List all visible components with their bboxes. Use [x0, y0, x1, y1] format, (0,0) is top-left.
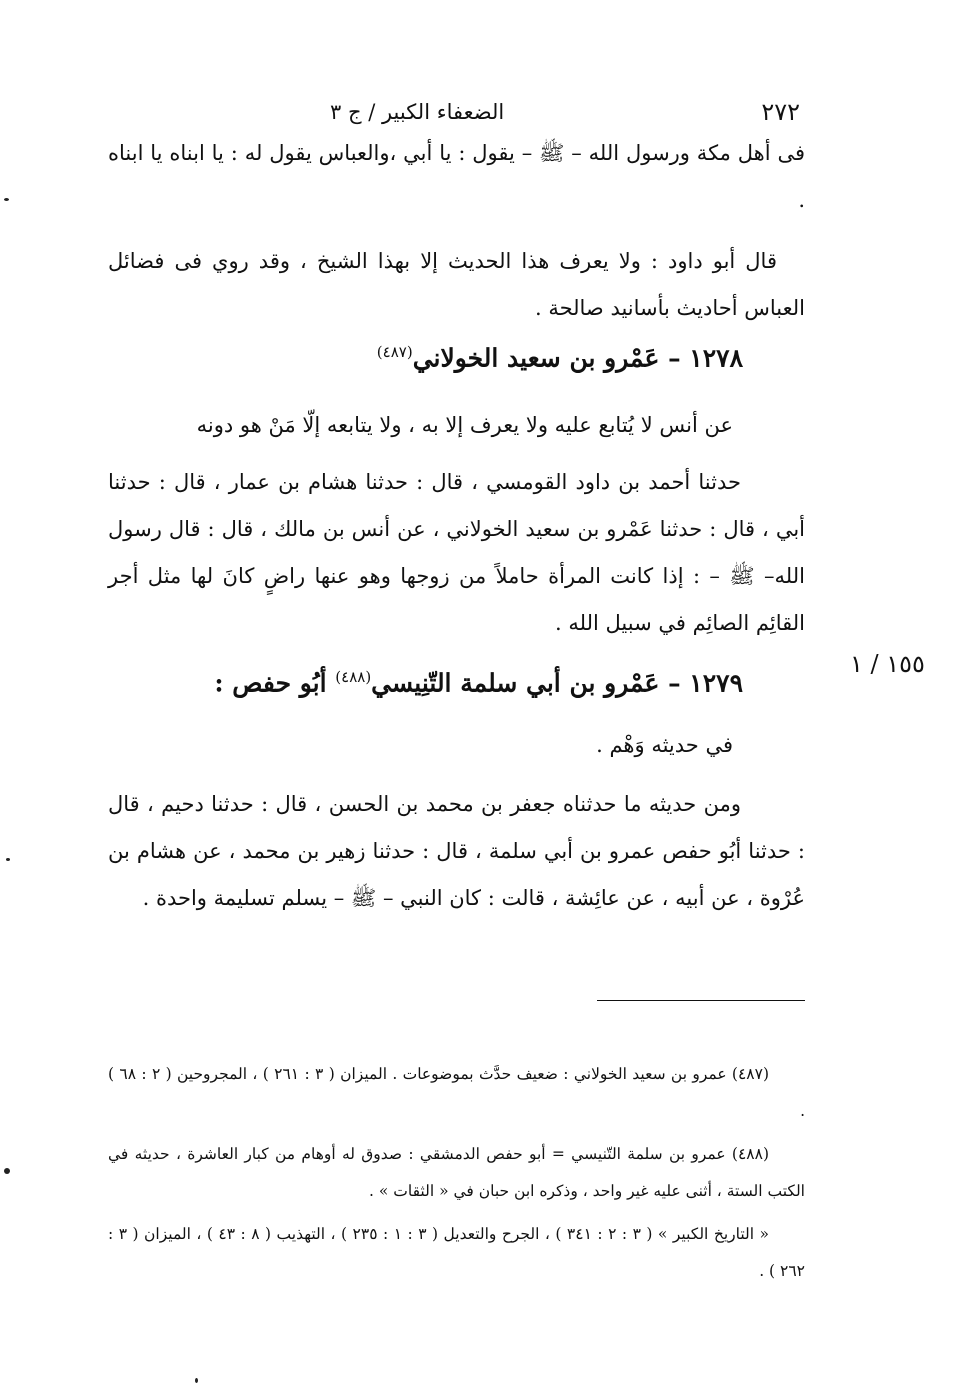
scan-speck: [6, 858, 10, 861]
entry-title-1279: ١٢٧٩ – عَمْرو بن أبي سلمة التّنِيسي: [371, 668, 743, 698]
footnote-ref-488: (٤٨٨): [335, 668, 372, 686]
page-number: ٢٧٢: [761, 98, 800, 126]
footnote-488-sources: « التاريخ الكبير » ( ٣ : ٢ : ٣٤١ ) ، الجرح والتعديل ( ٣ : ١ : ٢٣٥ ) ، التهذيب ( ٨ : ٤٣ ) ، الميزان ( ٣ : ٢٦٢ ) .: [108, 1225, 805, 1280]
entry-heading-1279: [214, 668, 743, 697]
entry-1278-paragraph-2: حدثنا أحمد بن داود القومسي ، قال : حدثنا هشام بن عمار ، قال : حدثنا أبي ، قال : حدثنا عَمْرو بن سعيد الخولاني ، عن أنس بن مالك ، قال : قال رسول الله– ﷺ – : إذا كانت المرأة حاملاً من زوجها وهو عنها راضٍ كانَ لها مثل أجر القائِم الصائِم في سبيل الله .: [108, 470, 805, 635]
scan-speck: [195, 1378, 198, 1383]
footnote-487: (٤٨٧) عمرو بن سعيد الخولاني : ضعيف حدَّث بموضوعات . الميزان ( ٣ : ٢٦١ ) ، المجروحين ( ٢ : ٦٨ ) .: [108, 1065, 805, 1120]
entry-kunya-1279: أبُو حفص :: [214, 668, 327, 698]
footnotes: [108, 1056, 805, 1296]
page-header: [330, 92, 800, 132]
entry-1279-paragraph-1: في حديثه وَهْم .: [596, 733, 733, 757]
intro-paragraph-2: قال أبو داود : ولا يعرف هذا الحديث إلا بهذا الشيخ ، وقد روي فى فضائل العباس أحاديث بأسانيد صالحة .: [108, 249, 805, 320]
entry-1278-text: [108, 402, 805, 647]
scan-speck: [4, 1168, 10, 1174]
intro-paragraph-1: فى أهل مكة ورسول الله – ﷺ – يقول : يا أبي ،والعباس يقول له : يا ابناه يا ابناه .: [108, 141, 805, 212]
scan-speck: [4, 198, 9, 201]
running-title: الضعفاء الكبير / ج ٣: [330, 100, 505, 124]
footnote-ref-487: (٤٨٧): [376, 343, 413, 361]
entry-title-1278: ١٢٧٨ – عَمْرو بن سعيد الخولاني: [412, 343, 743, 373]
entry-heading-1278: [377, 343, 743, 372]
footnote-separator: [597, 1000, 805, 1001]
footnote-488: (٤٨٨) عمرو بن سلمة التّنيسي = أبو حفص الدمشقي : صدوق له أوهام من كبار العاشرة ، حديثه في الكتب الستة ، أثنى عليه غير واحد ، وذكره ابن حبان في « الثقات » .: [108, 1145, 805, 1200]
intro-text: [108, 130, 805, 332]
entry-1279-text: [108, 722, 805, 922]
entry-1278-paragraph-1: عن أنس لا يُتابع عليه ولا يعرف إلا به ، ولا يتابعه إلّا مَنْ هو دونه: [196, 413, 733, 437]
margin-folio-note: ١٥٥ / ١: [850, 650, 925, 678]
entry-1279-paragraph-2: ومن حديثه ما حدثناه جعفر بن محمد بن الحسن ، قال : حدثنا دحيم ، قال : حدثنا أبُو حفص عمرو بن أبي سلمة ، قال : حدثنا زهير بن محمد ، عن هشام بن عُرْوة ، عن أبيه ، عن عائِشة ، قالت : كان النبي – ﷺ – يسلم تسليمة واحدة .: [108, 792, 805, 910]
